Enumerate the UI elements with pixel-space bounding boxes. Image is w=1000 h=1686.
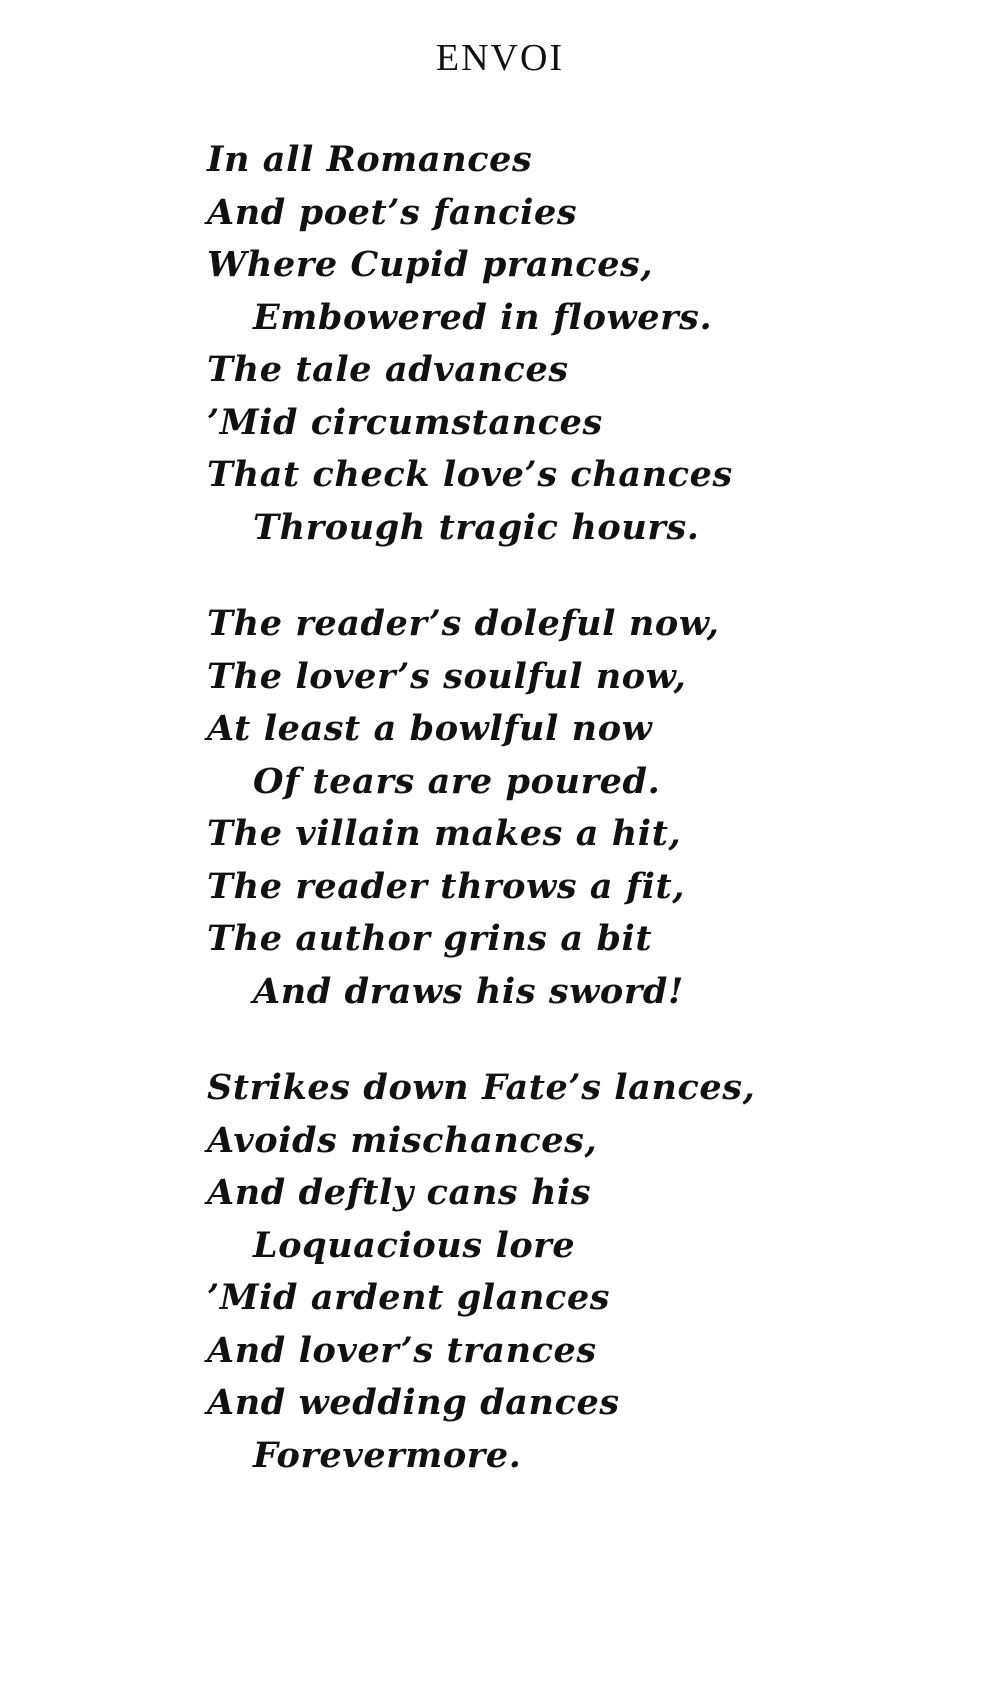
poem-line: The author grins a bit xyxy=(207,918,653,959)
stanza-1 xyxy=(207,134,755,554)
poem-line: Of tears are poured. xyxy=(253,760,661,802)
stanza-2 xyxy=(207,598,755,1018)
poem-line: Strikes down Fate’s lances, xyxy=(207,1067,756,1108)
poem-line: Embowered in flowers. xyxy=(253,296,713,338)
poem-line: And poet’s fancies xyxy=(207,191,578,233)
poem-line: And deftly cans his xyxy=(207,1172,592,1213)
poem-line: ’Mid ardent glances xyxy=(207,1277,611,1318)
poem-line: And lover’s trances xyxy=(207,1329,597,1371)
poem-line: Loquacious lore xyxy=(253,1224,576,1266)
poem-line: The tale advances xyxy=(207,349,569,390)
poem-line: Where Cupid prances, xyxy=(207,244,654,285)
poem-title: ENVOI xyxy=(435,37,565,79)
poem-line: And wedding dances xyxy=(207,1382,620,1423)
poem-line: Avoids mischances, xyxy=(207,1119,598,1161)
poem-line: ’Mid circumstances xyxy=(207,401,603,443)
poem-line: The reader’s doleful now, xyxy=(207,603,720,644)
poem-line: The villain makes a hit, xyxy=(207,813,682,854)
poem-line: At least a bowlful now xyxy=(207,708,653,749)
poem-line: Forevermore. xyxy=(253,1434,522,1476)
poem-body xyxy=(207,134,755,1526)
stanza-3 xyxy=(207,1062,755,1482)
poem-line: That check love’s chances xyxy=(207,454,733,495)
poem-line: In all Romances xyxy=(207,139,533,180)
poem-line: The lover’s soulful now, xyxy=(207,655,687,697)
poem-line: Through tragic hours. xyxy=(253,506,700,548)
poem-line: The reader throws a fit, xyxy=(207,865,686,907)
poem-line: And draws his sword! xyxy=(253,970,684,1012)
